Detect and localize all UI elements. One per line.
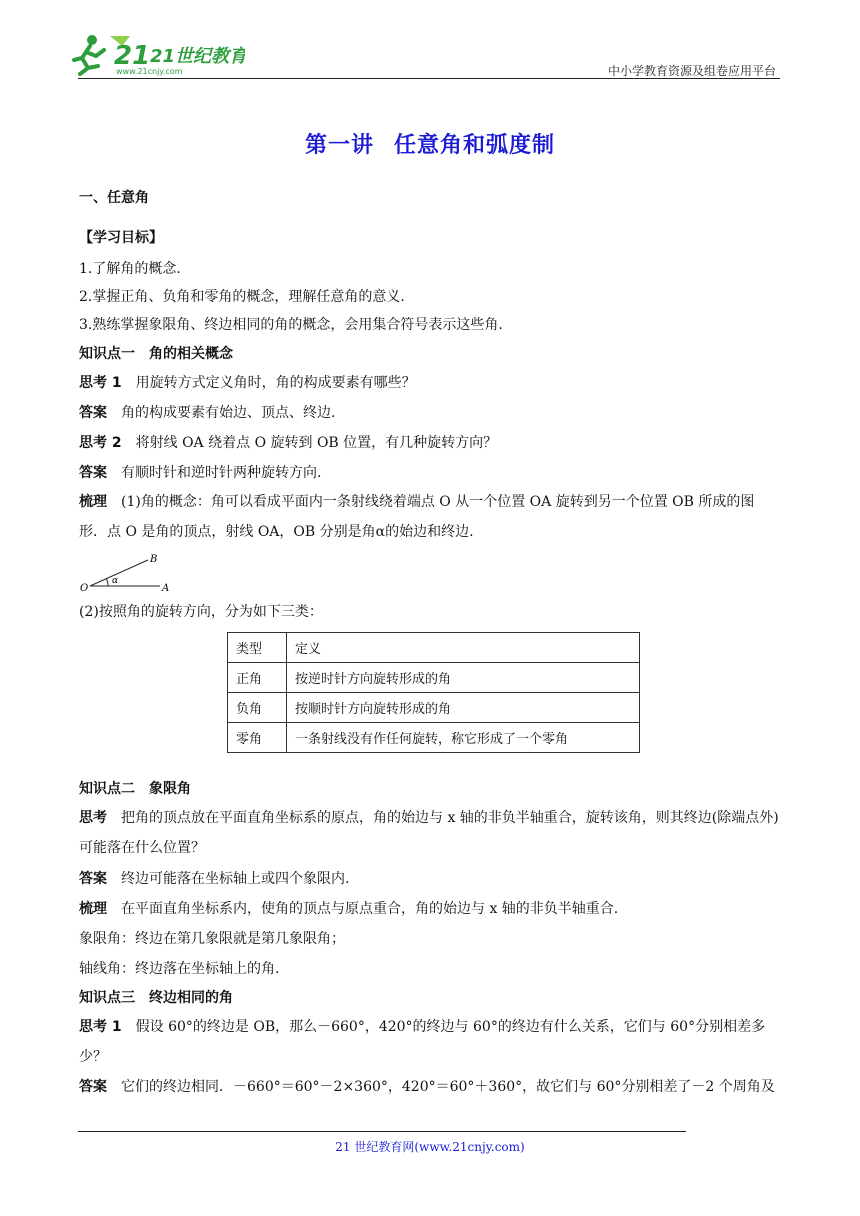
- table-header-cell: 类型: [228, 633, 287, 663]
- knowledge-point-heading: 知识点一 角的相关概念: [79, 346, 233, 362]
- table-cell: 一条射线没有作任何旋转，称它形成了一个零角: [287, 723, 640, 753]
- answer-tag: 答案: [79, 1079, 107, 1095]
- table-cell: 负角: [228, 693, 287, 723]
- label-a: A: [162, 583, 170, 594]
- label-o: O: [80, 583, 89, 594]
- svg-text:21世纪教育: 21世纪教育: [150, 46, 245, 67]
- answer-item: [79, 869, 349, 889]
- table-header-cell: 定义: [287, 633, 640, 663]
- table-cell: 零角: [228, 723, 287, 753]
- summary-tag: 梳理: [79, 494, 107, 510]
- answer-item: [79, 403, 335, 423]
- table-row: [228, 723, 640, 753]
- title-topic: 任意角和弧度制: [394, 133, 556, 158]
- think-tag: 思考: [79, 810, 107, 826]
- svg-text:21: 21: [114, 41, 151, 71]
- think-text: 把角的顶点放在平面直角坐标系的原点，角的始边与 x 轴的非负半轴重合，旋转该角，则其终边(除端点外)可能落在什么位置？: [79, 810, 779, 856]
- knowledge-point-heading: 知识点二 象限角: [79, 781, 191, 797]
- answer-text: 有顺时针和逆时针两种旋转方向.: [121, 465, 322, 481]
- label-b: B: [150, 554, 158, 565]
- think-item: [79, 1012, 781, 1072]
- angle-types-table: [227, 632, 640, 753]
- table-header-row: [228, 633, 640, 663]
- footer-divider: [78, 1131, 686, 1132]
- summary-sub: (2)按照角的旋转方向，分为如下三类：: [79, 604, 323, 620]
- table-cell: 按逆时针方向旋转形成的角: [287, 663, 640, 693]
- think-text: 将射线 OA 绕着点 O 旋转到 OB 位置，有几种旋转方向？: [135, 435, 498, 451]
- think-item: [79, 373, 416, 393]
- think-text: 用旋转方式定义角时，角的构成要素有哪些？: [135, 375, 416, 391]
- summary-text: (1)角的概念：角可以看成平面内一条射线绕着端点 O 从一个位置 OA 旋转到另一个位置 OB 所成的图形．点 O 是角的顶点，射线 OA，OB 分别是角α的始边和终边.: [79, 494, 755, 540]
- answer-text: 终边可能落在坐标轴上或四个象限内.: [121, 871, 350, 887]
- angle-diagram: [78, 552, 188, 596]
- answer-item: [79, 463, 321, 483]
- section-heading: 一、任意角: [79, 190, 149, 206]
- header-platform-text: 中小学教育资源及组卷应用平台: [607, 64, 776, 78]
- answer-tag: 答案: [79, 465, 107, 481]
- summary-paragraph: [79, 487, 781, 547]
- summary-tag: 梳理: [79, 901, 107, 917]
- runner-logo-icon: [70, 30, 245, 78]
- summary-line: 象限角：终边在第几象限就是第几象限角；: [79, 931, 345, 947]
- answer-text: 角的构成要素有始边、顶点、终边.: [121, 405, 336, 421]
- goal-item: 2.掌握正角、负角和零角的概念，理解任意角的意义.: [79, 289, 405, 305]
- answer-text: 它们的终边相同．－660°＝60°－2×360°，420°＝60°＋360°，故它们与 60°分别相差了－2 个周角及: [121, 1079, 775, 1095]
- think-item: [79, 803, 781, 863]
- summary-item: [79, 899, 618, 919]
- think-tag: 思考 2: [79, 435, 122, 451]
- think-tag: 思考 1: [79, 1019, 122, 1035]
- svg-text:www.21cnjy.com: www.21cnjy.com: [116, 67, 183, 76]
- answer-tag: 答案: [79, 405, 107, 421]
- answer-item: [79, 1077, 775, 1097]
- title-lecture: 第一讲: [304, 133, 374, 158]
- page-title: [0, 128, 860, 159]
- header-divider: [78, 78, 780, 79]
- think-item: [79, 433, 497, 453]
- label-alpha: α: [112, 576, 119, 586]
- table-row: [228, 693, 640, 723]
- goals-heading: 【学习目标】: [79, 230, 163, 246]
- think-text: 假设 60°的终边是 OB，那么－660°，420°的终边与 60°的终边有什么关系，它们与 60°分别相差多少？: [79, 1019, 766, 1065]
- summary-text: 在平面直角坐标系内，使角的顶点与原点重合，角的始边与 x 轴的非负半轴重合.: [121, 901, 619, 917]
- answer-tag: 答案: [79, 871, 107, 887]
- footer-link[interactable]: 21 世纪教育网(www.21cnjy.com): [335, 1140, 525, 1154]
- think-tag: 思考 1: [79, 375, 122, 391]
- site-logo[interactable]: [70, 30, 245, 78]
- goal-item: 3.熟练掌握象限角、终边相同的角的概念，会用集合符号表示这些角.: [79, 317, 503, 333]
- table-row: [228, 663, 640, 693]
- goal-item: 1.了解角的概念.: [79, 261, 181, 277]
- knowledge-point-heading: 知识点三 终边相同的角: [79, 990, 233, 1006]
- summary-line: 轴线角：终边落在坐标轴上的角.: [79, 961, 280, 977]
- table-cell: 正角: [228, 663, 287, 693]
- table-cell: 按顺时针方向旋转形成的角: [287, 693, 640, 723]
